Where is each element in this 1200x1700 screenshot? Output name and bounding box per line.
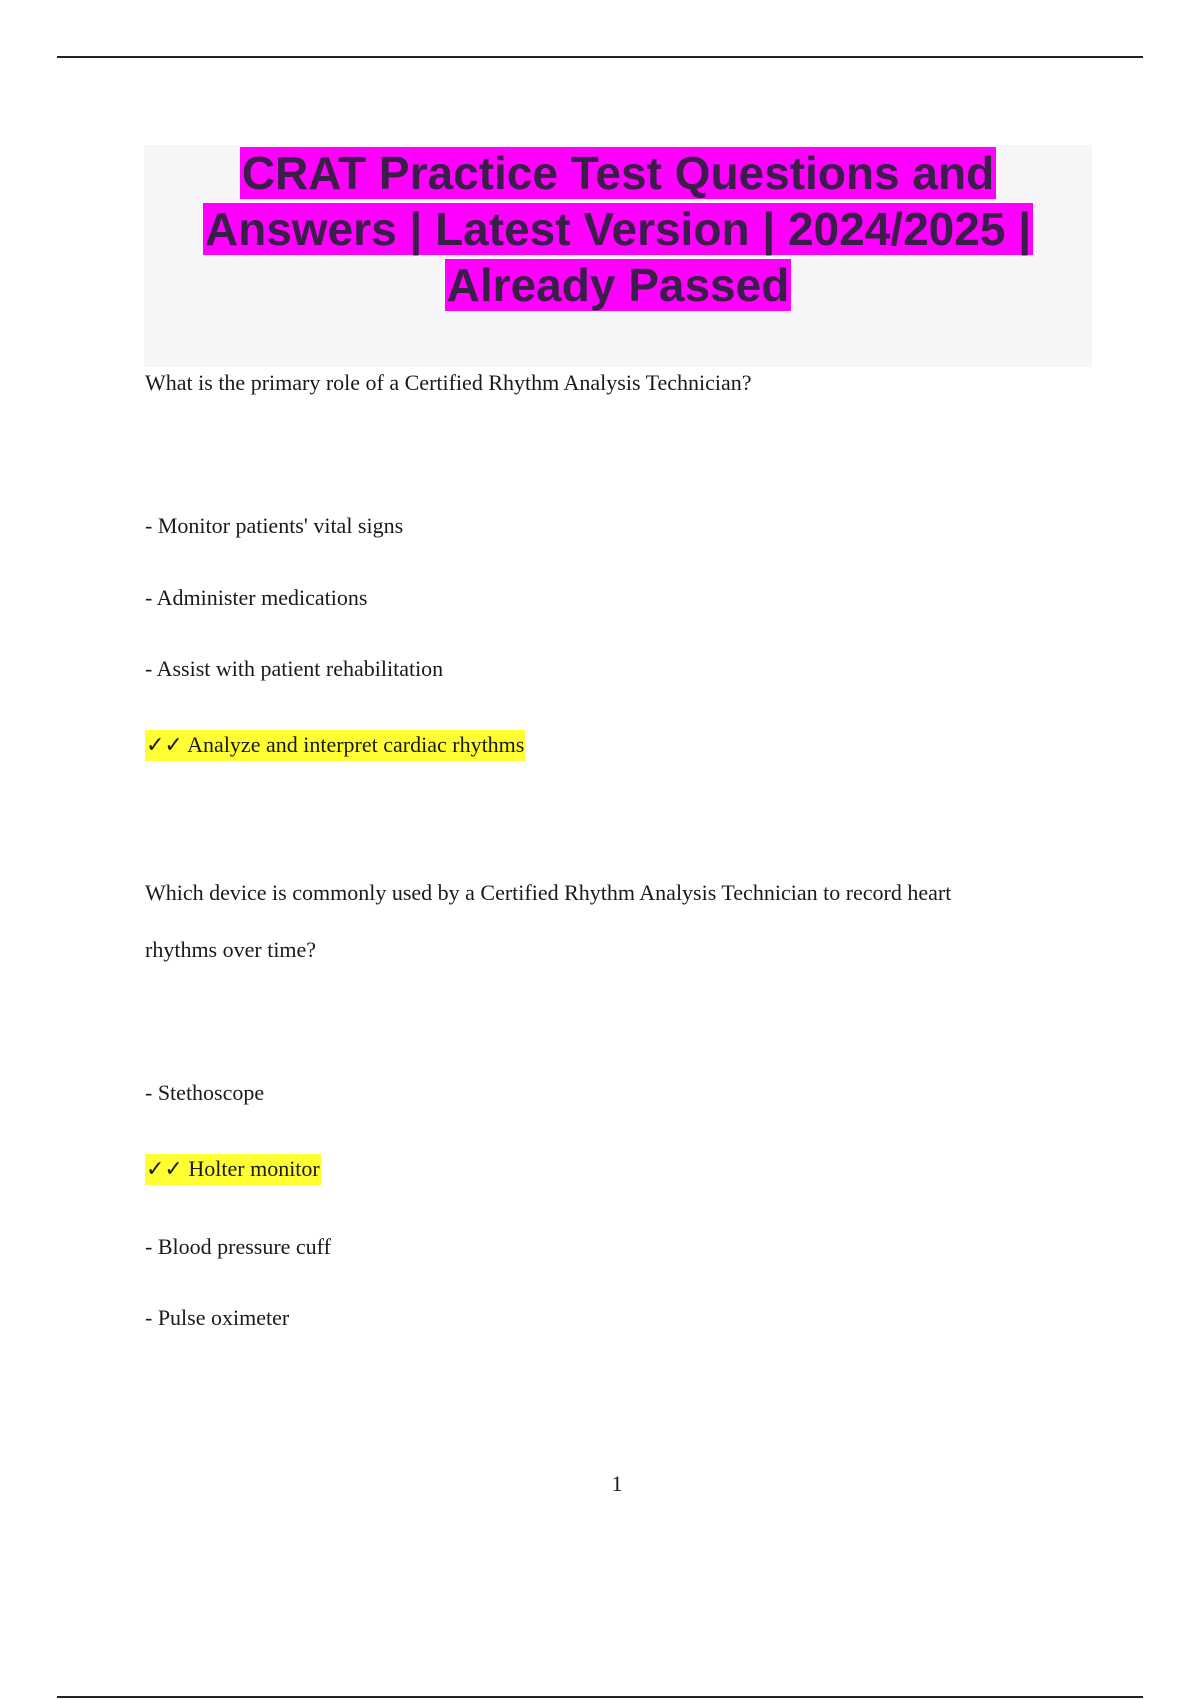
bottom-rule [57,1696,1143,1698]
double-check-icon: ✓✓ [146,733,183,758]
question-2-correct-answer [145,1155,321,1184]
double-check-icon: ✓✓ [146,1157,183,1182]
question-2-option-1: - Stethoscope [145,1080,265,1105]
page-number: 1 [611,1471,623,1496]
answer-highlight [145,730,525,761]
question-2-line-1: Which device is commonly used by a Certified Rhythm Analysis Technician to record heart [145,880,952,905]
question-2-line-2: rhythms over time? [145,937,317,962]
question-2-option-4: - Pulse oximeter [145,1305,290,1330]
answer-text: Analyze and interpret cardiac rhythms [187,732,525,757]
title-block [144,145,1092,367]
answer-text: Holter monitor [188,1156,320,1181]
question-1-correct-answer [145,731,525,760]
question-1-option-2: - Administer medications [145,585,368,610]
title-line-3: Already Passed [446,259,790,311]
question-1-text: What is the primary role of a Certified Rhythm Analysis Technician? [145,370,752,395]
question-2-option-3: - Blood pressure cuff [145,1234,331,1259]
question-1-option-3: - Assist with patient rehabilitation [145,656,444,681]
title-line-1: CRAT Practice Test Questions and [241,147,995,199]
answer-highlight [145,1154,321,1185]
top-rule [57,56,1143,58]
document-title [144,145,1092,313]
title-line-2: Answers | Latest Version | 2024/2025 | [204,203,1032,255]
question-1-option-1: - Monitor patients' vital signs [145,513,404,538]
